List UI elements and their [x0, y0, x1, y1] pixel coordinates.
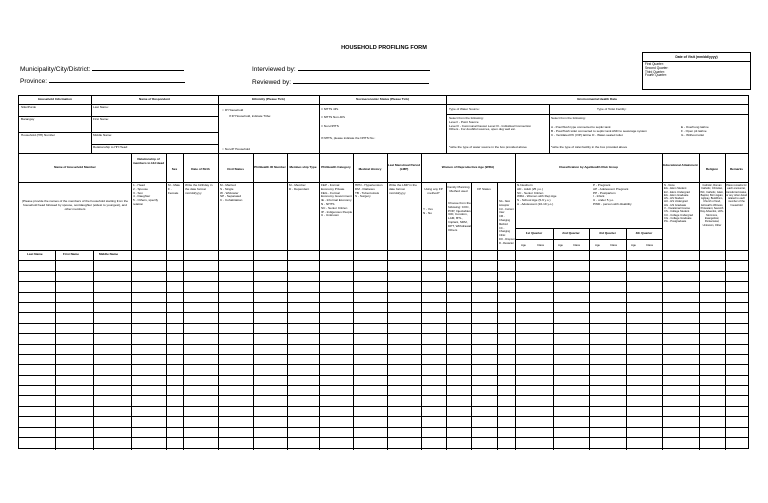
interviewed-by-input[interactable] [298, 64, 430, 71]
ip-household-label: IP Household [224, 108, 244, 112]
table-row[interactable] [19, 364, 748, 374]
fp-method-header: Family Planning Method used [447, 185, 470, 193]
member-rows [19, 250, 748, 448]
education-codes: N - None EG - Elem Student EU - Elem Undergrad EG - Elem Graduate HS - HS Student HU - HS Undergrad HG - HS Graduate V - Vocational Course CS - College Student CU - College Undergrad CG - College Graduate PG - Postgraduate [664, 184, 693, 224]
respondent-header: Name of Respondent [139, 97, 170, 101]
relationship-field[interactable]: Relationship to HH Head: [93, 145, 128, 149]
ethnicity-header: Ethnicity (Please Tick) [252, 97, 285, 101]
water-select-note: Select from the following: [449, 116, 484, 120]
lmp-header: Last Menstrual Period (LMP) [387, 163, 421, 171]
water-level-1: Level I - Point Source [449, 119, 479, 124]
barangay-field[interactable]: Barangay [21, 117, 35, 121]
table-row[interactable] [19, 375, 748, 385]
member-note: (Please provide the names of the members of the household starting from the household head followed by spouse, son/daughter (eldest to youngest), and other members [21, 199, 129, 211]
toilet-option-e: E - Overhung latrine [681, 125, 709, 129]
non-nhts-label: Non-NHTS [323, 124, 339, 128]
fourth-quarter-field[interactable]: Fourth Quarter: [645, 73, 667, 78]
philhealth-id-header: PhilHealth ID Number [254, 165, 286, 169]
fp-method-note: Choose from the following: COC, POP, Injectables, IUD, Condom, LAM, BTL, Implant, SDM, DPT, Withdrawal, Others [448, 201, 472, 232]
respondent-middle-name-field[interactable]: Middle Name: [93, 133, 113, 137]
member-header: Name of Household Member [54, 165, 96, 169]
municipality-label: Municipality/City/District: [20, 66, 93, 73]
toilet-option-a: A - Pour/flush type connected to septic tank [551, 125, 611, 129]
table-row[interactable] [19, 333, 748, 343]
toilet-select-note: Select from the following: [551, 116, 586, 120]
toilet-option-g: G - Without toilet [681, 133, 705, 137]
household-info-header: Household Information [38, 97, 72, 101]
remarks-header: Remarks [729, 167, 744, 171]
socioeconomic-header: Socioeconomic Status (Please Tick) [356, 97, 409, 101]
nhts-non-4ps-label: NHTS Non-4Ps [323, 115, 346, 119]
q4-class-label: Class [646, 243, 653, 247]
non-nhts-option[interactable]: □ Non-NHTS [321, 124, 339, 128]
household-profile-table [18, 95, 749, 449]
ip-household-option[interactable]: ○ IP Household [222, 108, 244, 112]
environmental-header: Environmental Health Data [577, 97, 617, 101]
table-row[interactable] [19, 323, 748, 333]
toilet-option-f: F - Open pit latrine [681, 129, 707, 133]
sex-codes: M - Male F - Female [168, 183, 181, 195]
table-row[interactable] [19, 354, 748, 364]
toilet-option-b: B - Pour/flush toilet connected to septic tank AND to sewerage system [551, 129, 647, 133]
first-quarter-field[interactable]: First Quarter: [645, 62, 664, 66]
philhealth-category-header: PhilHealth Category [321, 165, 351, 169]
first-name-header: First Name [63, 252, 79, 256]
q1-age-label: Age [521, 243, 526, 247]
relationship-codes: 1 - Head 2 - Spouse 3 - Son 4 - Daughter 5 - Others, specify relation [133, 183, 159, 206]
medical-history-codes: HPN - Hypertension DM - Diabetes TB - Tuberculosis S - Surgery [355, 183, 383, 199]
membership-header: Member-ship Type [289, 165, 317, 169]
relationship-header: Relationship of members to HH Head [132, 157, 165, 165]
province-label: Province: [20, 78, 49, 85]
interviewed-by-field [252, 64, 430, 73]
reviewed-by-label: Reviewed by: [252, 79, 293, 86]
lmp-note: Write the LMP in the date format mm/dd/yyyy [389, 183, 417, 195]
q4-age-label: Age [631, 243, 636, 247]
table-row[interactable] [19, 427, 748, 437]
sitio-field[interactable]: Sitio/Purok [21, 105, 36, 109]
civil-status-header: Civil Status [227, 167, 244, 171]
classification-codes-right: P - Pregnant AP - Adolescent Pregnant PP - Postpartum I - Infant U - under 5 y.o. PWD - person with disability [593, 183, 632, 206]
table-row[interactable] [19, 312, 748, 322]
toilet-write-note: *write the type of toilet facility in the box provided above [551, 145, 628, 149]
q2-age-label: Age [558, 243, 563, 247]
nhts-non-4ps-option[interactable]: □ NHTS Non-4Ps [321, 115, 346, 119]
education-header: Educational Attainment [663, 163, 698, 167]
table-row[interactable] [19, 406, 748, 416]
q3-age-label: Age [595, 243, 600, 247]
religion-codes: Catholic, Roman Catholic, Christian, INC, Catholic, Islam, Baptist, Born Again, Aglipay, Buddhism, Church of God, Jehovah's Witness, Protestant, Seventh Day Adventist, LDS-Mormons, Evangelical, Pentecostal, Unknown, Other [700, 184, 724, 227]
quarter-4-header: 4th Quarter [635, 231, 653, 235]
quarter-1-header: 1st Quarter [525, 231, 543, 235]
membership-codes: M - Member D - Dependent [289, 183, 310, 191]
reviewed-by-input[interactable] [293, 77, 429, 84]
q1-class-label: Class [537, 243, 544, 247]
respondent-first-name-field[interactable]: First Name: [93, 117, 109, 121]
municipality-input[interactable] [92, 64, 184, 71]
religion-header: Religion [705, 167, 719, 171]
civil-status-codes: M - Married S - Single W - Widow/er SP - Separated C - Cohabitation [220, 183, 243, 203]
table-row[interactable] [19, 344, 748, 354]
toilet-facility-label: Type of Toilet Facility: [597, 107, 627, 111]
fp-status-codes: NA - New Acceptor CU - Current User CM - Changing Method CC - Changing Clinic DO - Dropout R - Restarter [499, 200, 515, 245]
reviewed-by-field [252, 77, 429, 86]
household-number-field[interactable]: Household (HH) Number [21, 133, 56, 137]
table-row[interactable] [19, 416, 748, 426]
second-quarter-field[interactable]: Second Quarter: [645, 65, 669, 70]
dob-header: Date of Birth [191, 167, 210, 171]
nhts-number-note: If NHTS, please indicate the NHTS No.: [321, 136, 376, 140]
third-quarter-field[interactable]: Third Quarter: [645, 69, 665, 74]
quarter-3-header: 3rd Quarter [599, 231, 616, 235]
table-row[interactable] [19, 437, 748, 447]
last-name-header: Last Name [27, 252, 43, 256]
water-write-note: *write the type of water source in the box provided above [449, 145, 527, 149]
table-row[interactable] [19, 271, 748, 281]
form-title: HOUSEHOLD PROFILING FORM [341, 45, 427, 51]
table-row[interactable] [19, 385, 748, 395]
ip-tribe-note: If IP Household, indicate Tribe: [229, 114, 272, 118]
water-options [449, 117, 545, 132]
table-row[interactable] [19, 302, 748, 312]
fp-status-header: FP Status [477, 187, 491, 191]
table-row[interactable] [19, 260, 748, 270]
table-row[interactable] [19, 395, 748, 405]
nhts-4ps-label: NHTS 4Ps [323, 107, 339, 111]
water-level-2: Level II - Communal Faucet Level III - Individual Connection [449, 123, 532, 128]
middle-name-header: Middle Name [99, 252, 119, 256]
water-others: Others - For doubtful sources, open dug well etc. [449, 127, 516, 132]
province-field [20, 76, 185, 85]
remarks-note: Place remarks for each encounter, transferred status, or any other detail related to each member of the household [726, 184, 747, 207]
table-row[interactable] [19, 281, 748, 291]
municipality-field [20, 64, 184, 73]
date-of-visit-box [642, 52, 751, 90]
nhts-4ps-option[interactable]: □ NHTS 4Ps [321, 107, 339, 111]
toilet-option-c: C - Ventilated Pit (VIP) latrine D - Water-sealed toilet [551, 133, 623, 137]
province-input[interactable] [49, 76, 185, 83]
fp-using-header: Using any FP method? [424, 187, 443, 195]
q2-class-label: Class [573, 243, 580, 247]
water-source-label: Type of Water Source: [449, 107, 480, 111]
dob-note: Write the birthday in the date format mm/dd/yyyy [185, 183, 213, 195]
fp-yes-no-codes: Y - Yes N - No [423, 207, 433, 215]
interviewed-by-label: Interviewed by: [252, 66, 298, 73]
classification-codes-left: N-Newborn AD - Adult (25 y.o.) SC - Senior Citizen WRA - Women with Rep Age S - School Age (5-9 y.o.) A - Adolescent (10-19 y.o.) [517, 183, 557, 206]
sex-header: Sex [171, 167, 178, 171]
non-ip-household-label: Non-IP Household [224, 147, 250, 151]
wra-header: Women of Reproductive Age (WRA) [441, 165, 495, 169]
classification-header: Classification by Age/Health Risk Group [558, 165, 619, 169]
table-row[interactable] [19, 250, 748, 260]
q3-class-label: Class [610, 243, 617, 247]
philhealth-category-codes: FEP - Formal Economy Private FEG - Formal Economy Government IE - Informal Economy N - NHTS SC - Senior Citizen IP - Indigenous People U - Unknown [321, 183, 353, 218]
medical-history-header: Medical History [358, 167, 382, 171]
quarter-2-header: 2nd Quarter [562, 231, 580, 235]
respondent-last-name-field[interactable]: Last Name: [93, 105, 109, 109]
table-row[interactable] [19, 292, 748, 302]
date-of-visit-header: Date of Visit (mm/dd/yyyy) [643, 53, 750, 62]
non-ip-household-option[interactable]: ○ Non-IP Household [222, 147, 250, 151]
